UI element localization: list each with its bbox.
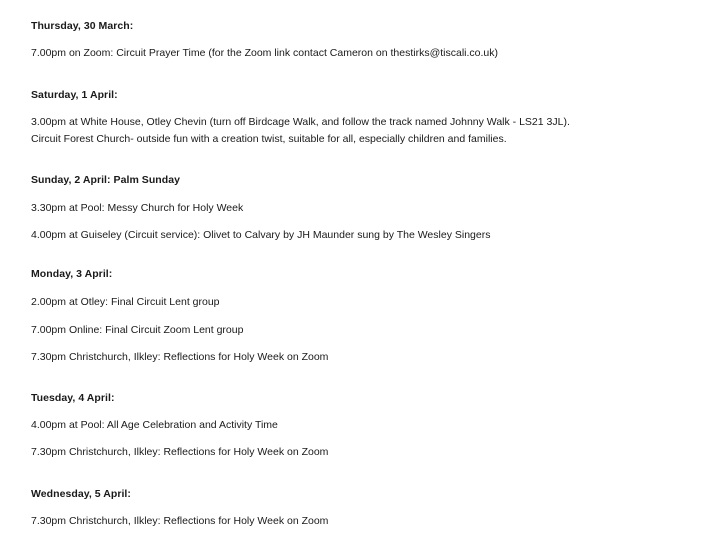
day-heading-sunday: Sunday, 2 April: Palm Sunday	[31, 174, 181, 186]
day-heading-thursday: Thursday, 30 March:	[31, 20, 134, 32]
event-saturday-forest-location: 3.00pm at White House, Otley Chevin (turn off Birdcage Walk, and follow the track named Johnny Walk - LS21 3JL).	[31, 116, 570, 128]
event-wednesday-reflections: 7.30pm Christchurch, Ilkley: Reflections for Holy Week on Zoom	[31, 515, 329, 527]
event-tuesday-reflections: 7.30pm Christchurch, Ilkley: Reflections for Holy Week on Zoom	[31, 446, 329, 458]
event-monday-zoom-lent-group: 7.00pm Online: Final Circuit Zoom Lent group	[31, 324, 244, 336]
day-heading-saturday: Saturday, 1 April:	[31, 89, 118, 101]
event-tuesday-all-age: 4.00pm at Pool: All Age Celebration and Activity Time	[31, 419, 278, 431]
event-saturday-forest-description: Circuit Forest Church- outside fun with a creation twist, suitable for all, especially children and families.	[31, 133, 507, 145]
event-sunday-messy-church: 3.30pm at Pool: Messy Church for Holy Week	[31, 202, 244, 214]
day-heading-tuesday: Tuesday, 4 April:	[31, 392, 115, 404]
event-thursday-prayer: 7.00pm on Zoom: Circuit Prayer Time (for the Zoom link contact Cameron on thestirks@tiscali.co.uk)	[31, 47, 498, 59]
day-heading-wednesday: Wednesday, 5 April:	[31, 488, 131, 500]
event-sunday-circuit-service: 4.00pm at Guiseley (Circuit service): Olivet to Calvary by JH Maunder sung by The Wesley Singers	[31, 229, 491, 241]
event-monday-lent-group: 2.00pm at Otley: Final Circuit Lent group	[31, 296, 220, 308]
day-heading-monday: Monday, 3 April:	[31, 268, 113, 280]
event-monday-reflections: 7.30pm Christchurch, Ilkley: Reflections for Holy Week on Zoom	[31, 351, 329, 363]
